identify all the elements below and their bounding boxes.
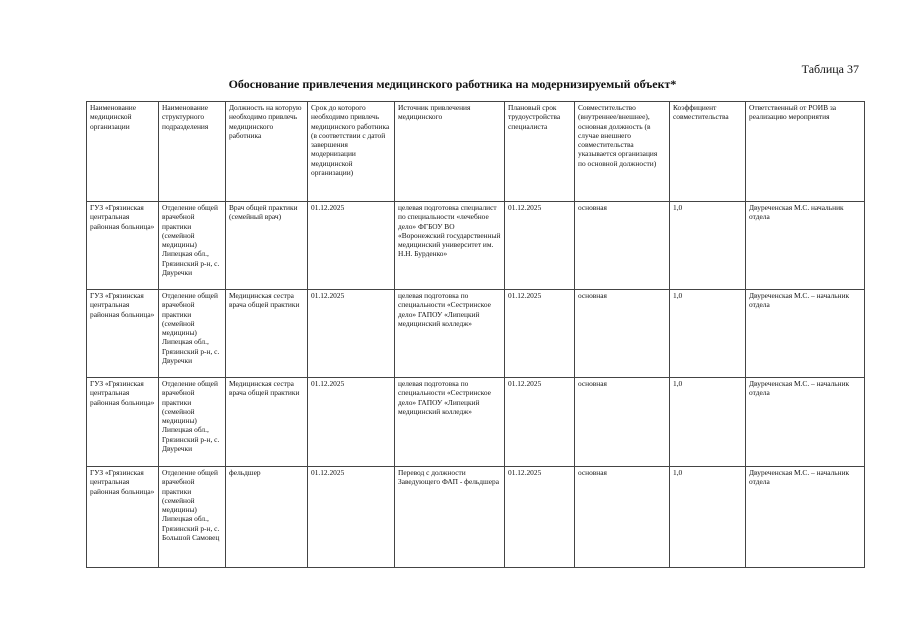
cell-responsible: Двуреченская М.С. – начальник отдела: [746, 290, 865, 378]
cell-organization: ГУЗ «Грязинская центральная районная больница»: [87, 202, 159, 290]
header-responsible: Ответственный от РОИВ за реализацию мероприятия: [746, 102, 865, 202]
cell-organization: ГУЗ «Грязинская центральная районная больница»: [87, 467, 159, 568]
cell-position: фельдшер: [226, 467, 308, 568]
cell-unit: Отделение общей врачебной практики (семейной медицины) Липецкая обл., Грязинский р-н, с. Двуречки: [159, 290, 226, 378]
header-coefficient: Коэффициент совместительства: [670, 102, 746, 202]
cell-coefficient: 1,0: [670, 202, 746, 290]
header-position: Должность на которую необходимо привлечь медицинского работника: [226, 102, 308, 202]
cell-planned-date: 01.12.2025: [505, 378, 575, 467]
cell-organization: ГУЗ «Грязинская центральная районная больница»: [87, 378, 159, 467]
cell-responsible: Двуреченская М.С. начальник отдела: [746, 202, 865, 290]
cell-unit: Отделение общей врачебной практики (семейной медицины) Липецкая обл., Грязинский р-н, с. Двуречки: [159, 202, 226, 290]
cell-planned-date: 01.12.2025: [505, 290, 575, 378]
justification-table: [86, 101, 865, 568]
cell-position: Медицинская сестра врача общей практики: [226, 378, 308, 467]
cell-responsible: Двуреченская М.С. – начальник отдела: [746, 378, 865, 467]
cell-coefficient: 1,0: [670, 378, 746, 467]
cell-combination: основная: [575, 378, 670, 467]
cell-unit: Отделение общей врачебной практики (семейной медицины) Липецкая обл., Грязинский р-н, с. Большой Самовец: [159, 467, 226, 568]
header-planned-date: Плановый срок трудоустройства специалиста: [505, 102, 575, 202]
cell-combination: основная: [575, 202, 670, 290]
cell-source: целевая подготовка по специальности «Сестринское дело» ГАПОУ «Липецкий медицинский колледж»: [395, 378, 505, 467]
cell-deadline: 01.12.2025: [308, 202, 395, 290]
cell-coefficient: 1,0: [670, 467, 746, 568]
cell-source: целевая подготовка по специальности «Сестринское дело» ГАПОУ «Липецкий медицинский колледж»: [395, 290, 505, 378]
cell-planned-date: 01.12.2025: [505, 202, 575, 290]
cell-source: целевая подготовка специалист по специальности «лечебное дело» ФГБОУ ВО «Воронежский государственный медицинский университет им. Н.Н. Бурденко»: [395, 202, 505, 290]
table-row: [87, 290, 865, 378]
table-row: [87, 467, 865, 568]
cell-deadline: 01.12.2025: [308, 290, 395, 378]
cell-position: Медицинская сестра врача общей практики: [226, 290, 308, 378]
cell-coefficient: 1,0: [670, 290, 746, 378]
header-combination: Совместительство (внутреннее/внешнее), основная должность (в случае внешнего совместительства указывается организация по основной должности): [575, 102, 670, 202]
cell-unit: Отделение общей врачебной практики (семейной медицины) Липецкая обл., Грязинский р-н, с. Двуречки: [159, 378, 226, 467]
cell-deadline: 01.12.2025: [308, 378, 395, 467]
header-deadline: Срок до которого необходимо привлечь медицинского работника (в соответствии с датой завершения модернизации медицинской организации): [308, 102, 395, 202]
cell-organization: ГУЗ «Грязинская центральная районная больница»: [87, 290, 159, 378]
cell-position: Врач общей практики (семейный врач): [226, 202, 308, 290]
cell-deadline: 01.12.2025: [308, 467, 395, 568]
cell-combination: основная: [575, 290, 670, 378]
table-number: Таблица 37: [801, 62, 859, 76]
table-header-row: [87, 102, 865, 202]
cell-combination: основная: [575, 467, 670, 568]
document-title: Обоснование привлечения медицинского работника на модернизируемый объект*: [228, 77, 677, 91]
header-source: Источник привлечения медицинского: [395, 102, 505, 202]
table-row: [87, 202, 865, 290]
cell-responsible: Двуреченская М.С. – начальник отдела: [746, 467, 865, 568]
header-unit: Наименование структурного подразделения: [159, 102, 226, 202]
cell-source: Перевод с должности Заведующего ФАП - фельдшера: [395, 467, 505, 568]
header-organization: Наименование медицинской организации: [87, 102, 159, 202]
cell-planned-date: 01.12.2025: [505, 467, 575, 568]
table-row: [87, 378, 865, 467]
